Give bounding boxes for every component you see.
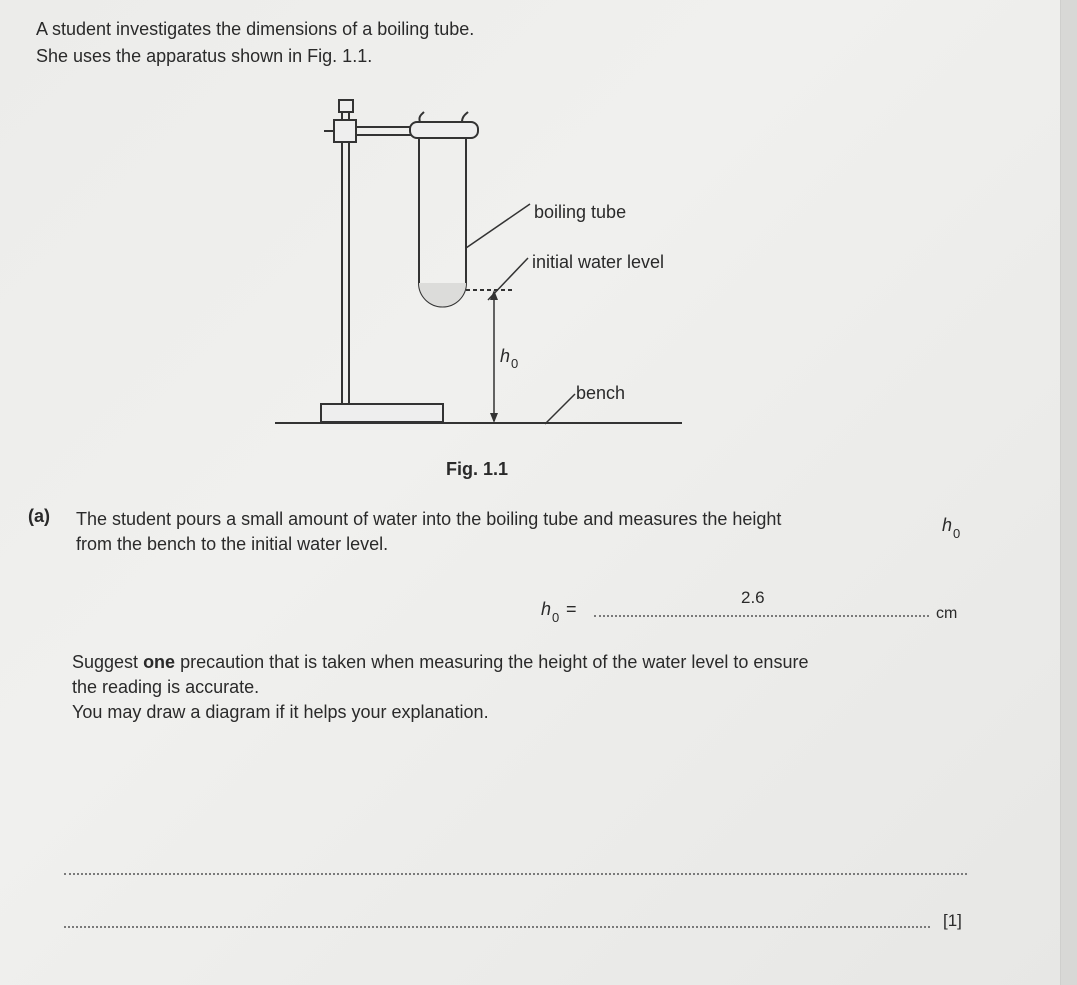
part-a-line-2: from the bench to the initial water level. [76, 534, 389, 554]
label-initial-water-level: initial water level [532, 252, 665, 272]
label-bench: bench [576, 383, 626, 403]
label-h: h [500, 346, 511, 366]
question-line-1: Suggest one precaution that is taken when measuring the height of the water level to ensure [72, 652, 809, 672]
answer-h: h [541, 599, 552, 619]
answer-line-1[interactable] [64, 873, 967, 875]
part-a-line-1-h-subscript: 0 [953, 526, 961, 541]
answer-equals: = [566, 599, 577, 619]
intro-line-2: She uses the apparatus shown in Fig. 1.1. [36, 46, 373, 66]
question-line-3: You may draw a diagram if it helps your explanation. [72, 702, 489, 722]
answer-h-subscript: 0 [552, 610, 560, 625]
figure-caption: Fig. 1.1 [446, 459, 509, 479]
page-edge [1060, 0, 1077, 985]
part-a-line-1-h: h [942, 515, 953, 535]
part-a-label: (a) [28, 506, 50, 526]
marks: [1] [943, 911, 962, 930]
label-h-subscript: 0 [511, 356, 519, 371]
answer-line-2[interactable] [64, 926, 930, 928]
intro-line-1: A student investigates the dimensions of a boiling tube. [36, 19, 475, 39]
part-a-line-1: The student pours a small amount of water into the boiling tube and measures the height [76, 509, 782, 529]
answer-unit: cm [936, 605, 958, 622]
label-boiling-tube: boiling tube [534, 202, 627, 222]
answer-line [594, 615, 929, 617]
apparatus-diagram [0, 0, 1060, 450]
answer-value: 2.6 [741, 588, 765, 607]
question-line-2: the reading is accurate. [72, 677, 260, 697]
